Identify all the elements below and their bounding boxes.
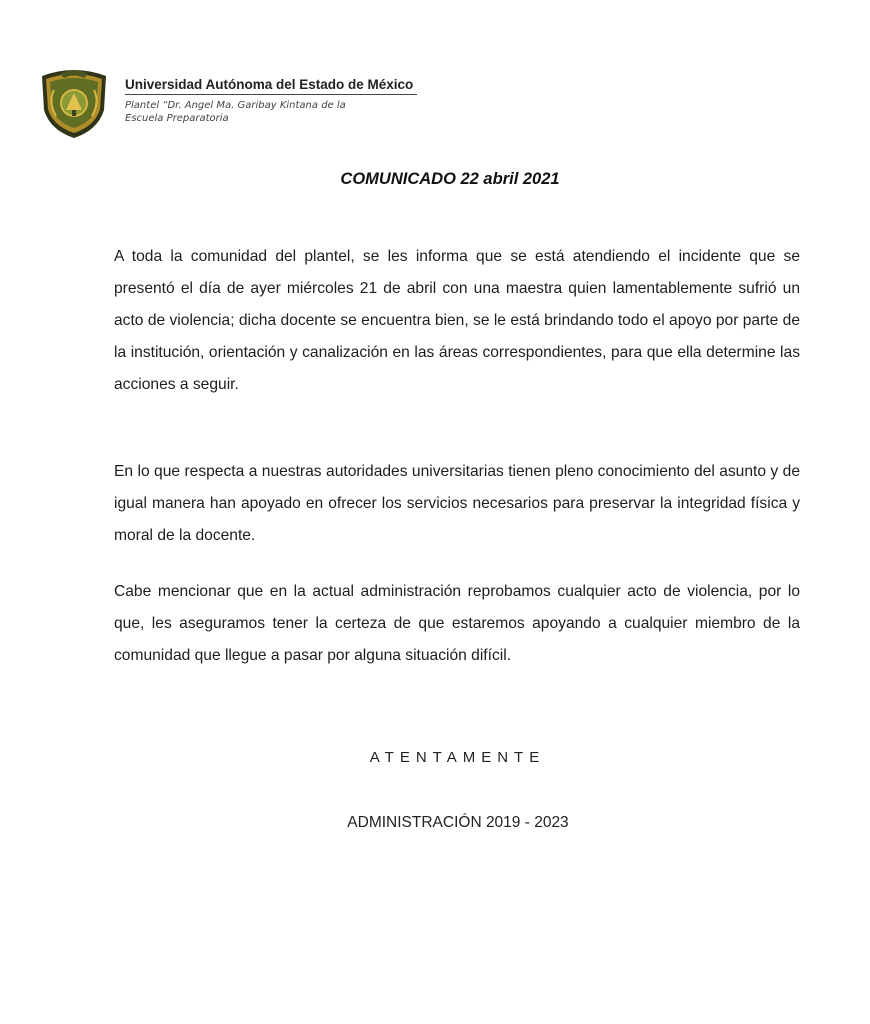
closing-signoff: ATENTAMENTE [369,749,546,766]
university-seal-icon [38,66,110,140]
document-title: COMUNICADO 22 abril 2021 [340,170,560,188]
campus-name-line1: Plantel “Dr. Angel Ma. Garibay Kintana de la [125,100,346,111]
letterhead [38,66,478,146]
administration-signature: ADMINISTRACIÓN 2019 - 2023 [347,814,569,831]
campus-name-line2: Escuela Preparatoria [125,113,229,124]
paragraph-2: En lo que respecta a nuestras autoridades universitarias tienen pleno conocimiento del asunto y de igual manera han apoyado en ofrecer los servicios necesarios para preservar la integridad física y moral de la docente. [114,462,800,544]
paragraph-1: A toda la comunidad del plantel, se les informa que se está atendiendo el incidente que se presentó el día de ayer miércoles 21 de abril con una maestra quien lamentablemente sufrió un acto de violencia; dicha docente se encuentra bien, se le está brindando todo el apoyo por parte de la institución, orientación y canalización en las áreas correspondientes, para que ella determine las acciones a seguir. [114,247,800,393]
paragraph-3: Cabe mencionar que en la actual administración reprobamos cualquier acto de violencia, por lo que, les aseguramos tener la certeza de que estaremos apoyando a cualquier miembro de la comunidad que llegue a pasar por alguna situación difícil. [114,582,800,664]
campus-name [125,99,425,125]
institution-name: Universidad Autónoma del Estado de México [125,77,417,95]
institution-block [125,76,465,125]
